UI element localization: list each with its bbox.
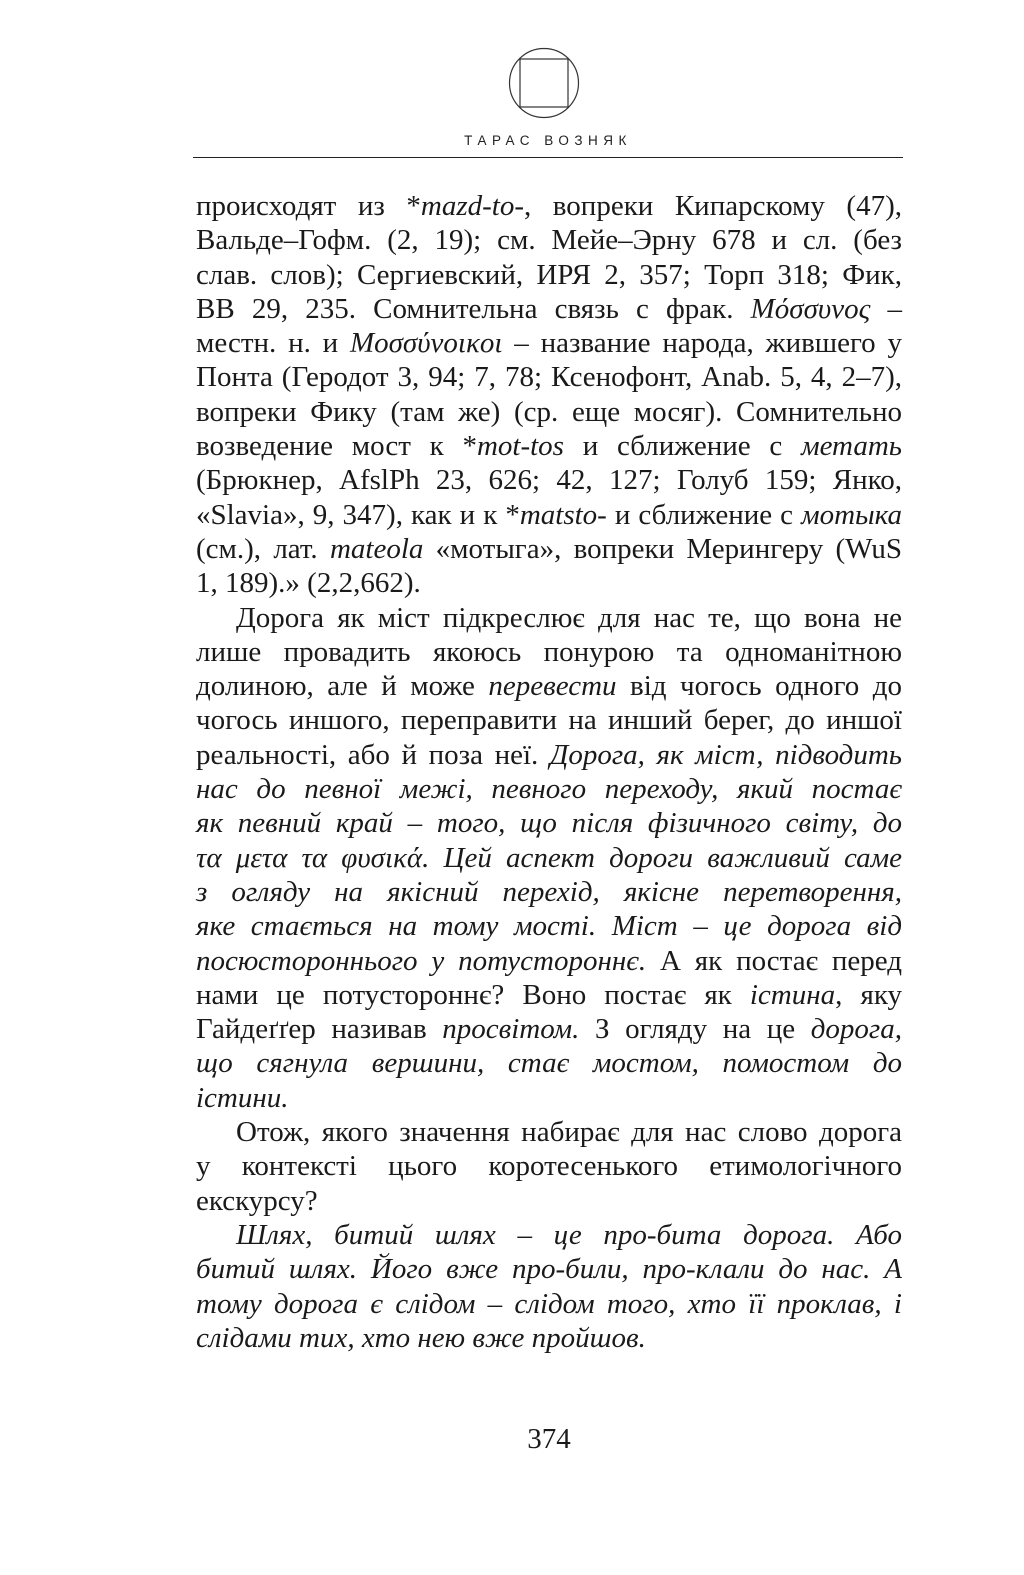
text-line	[196, 360, 902, 394]
italic-text-run: істини.	[196, 1081, 289, 1114]
italic-text-run: matsto-	[519, 498, 607, 531]
text-run: від чогось одного до	[616, 670, 902, 703]
italic-text-run: нас до певної межі, певного переходу, який постає	[196, 773, 902, 806]
text-run: Отож, якого значення набирає для нас слово дорога	[236, 1116, 902, 1149]
italic-text-run: mot-tos	[476, 430, 564, 463]
italic-text-run: mazd-to-	[420, 190, 525, 222]
text-run: слав. слов); Сергиевский, ИРЯ 2, 357; Торп 318; Фик,	[196, 258, 902, 291]
text-run: «мотыга», вопреки Мерингеру (WuS	[423, 532, 902, 565]
italic-text-run: посюстороннього у потустороннє.	[196, 944, 647, 977]
text-run: (Брюкнер, AfslPh 23, 626; 42, 127; Голуб 159; Янко,	[196, 464, 902, 497]
header-rule	[193, 157, 903, 158]
text-line	[196, 1184, 902, 1218]
italic-text-run: Шлях, битий шлях – це про-бита дорога. Або	[236, 1218, 902, 1251]
text-line	[196, 223, 902, 257]
text-run: BB 29, 235. Сомнительна связь с фрак.	[196, 292, 751, 325]
text-line	[196, 738, 902, 772]
text-run: екскурсу?	[196, 1184, 318, 1217]
text-line	[196, 429, 902, 463]
italic-text-run: τα μετα τα φυσικά. Цей аспект дороги важливий саме	[196, 841, 902, 874]
italic-text-run: метать	[801, 430, 902, 463]
text-line	[196, 498, 902, 532]
text-line	[196, 978, 902, 1012]
text-run: Дорога як міст підкреслює для нас те, що вона не	[236, 601, 902, 634]
text-line	[196, 635, 902, 669]
text-line	[196, 875, 902, 909]
italic-text-run: тому дорога є слідом – слідом того, хто її проклав, і	[196, 1287, 902, 1320]
text-line	[196, 1287, 902, 1321]
italic-text-run: mateola	[329, 532, 424, 565]
text-run: у контексті цього коротесенького етимологічного	[196, 1150, 902, 1183]
text-run: , вопреки Кипарскому (47),	[524, 190, 902, 222]
italic-text-run: Μόσσυνος	[750, 292, 871, 325]
italic-text-run: Дорога, як міст, підводить	[549, 738, 902, 771]
text-line	[196, 463, 902, 497]
text-run: и сближение с	[606, 498, 802, 531]
text-line	[196, 944, 902, 978]
italic-text-run: Μοσσύνοικοι	[349, 327, 503, 360]
text-run: –	[870, 292, 903, 325]
text-run: чогось иншого, переправити на инший берег, до иншої	[196, 704, 902, 737]
text-line	[196, 841, 902, 875]
circle-square-emblem-icon	[508, 47, 580, 119]
text-line	[196, 1081, 902, 1115]
italic-text-run: з огляду на якісний перехід, якісне перетворення,	[196, 875, 902, 908]
text-run: местн. н. и	[196, 327, 350, 360]
text-line	[196, 806, 902, 840]
text-run: – название народа, жившего у	[502, 327, 902, 360]
text-run: 1, 189).» (2,2,662).	[196, 567, 421, 600]
italic-text-run: дорога,	[810, 1013, 902, 1046]
text-line	[196, 1252, 902, 1286]
text-run: вопреки Фику (там же) (ср. еще мосяг). Сомнительно	[196, 395, 902, 428]
italic-text-run: як певний край – того, що після фізичного світу, до	[196, 807, 902, 840]
italic-text-run: просвітом.	[442, 1013, 580, 1046]
text-run: Понта (Геродот 3, 94; 7, 78; Ксенофонт, Anab. 5, 4, 2–7),	[196, 361, 902, 394]
text-line	[196, 1321, 902, 1355]
italic-text-run: мотыка	[801, 498, 903, 531]
page-body-text	[196, 189, 902, 1355]
text-run: З огляду на це	[579, 1013, 811, 1046]
running-head-author: ТАРАС ВОЗНЯК	[464, 133, 632, 148]
text-line	[196, 669, 902, 703]
text-line	[196, 292, 902, 326]
text-line	[196, 258, 902, 292]
text-line	[196, 1046, 902, 1080]
text-line	[196, 909, 902, 943]
text-line	[196, 566, 902, 600]
text-line	[196, 601, 902, 635]
text-run: нами це потустороннє? Воно постає як	[196, 978, 750, 1011]
text-line	[196, 772, 902, 806]
text-run: Гайдеґґер називав	[196, 1013, 443, 1046]
text-run: и сближение с	[563, 430, 802, 463]
text-run: происходят из *	[196, 190, 421, 222]
text-line	[196, 1218, 902, 1252]
text-line	[196, 1149, 902, 1183]
text-line	[196, 326, 902, 360]
text-line	[196, 1012, 902, 1046]
text-run: долиною, але й може	[196, 670, 489, 703]
text-run: реальності, або й поза неї.	[196, 738, 550, 771]
text-line	[196, 703, 902, 737]
italic-text-run: битий шлях. Його вже про-били, про-клали до нас. А	[196, 1253, 902, 1286]
text-run: лише провадить якоюсь понурою та одноманітною	[196, 635, 902, 668]
italic-text-run: слідами тих, хто нею вже пройшов.	[196, 1321, 646, 1354]
italic-text-run: істина	[749, 978, 836, 1011]
italic-text-run: перевести	[488, 670, 617, 703]
text-run: , яку	[835, 978, 902, 1011]
text-line	[196, 532, 902, 566]
page-number: 374	[527, 1423, 571, 1455]
text-run: возведение мост к *	[196, 430, 477, 463]
text-run: (см.), лат.	[196, 532, 330, 565]
italic-text-run: яке стається на тому мості. Міст – це дорога від	[196, 910, 902, 943]
text-run: «Slavia», 9, 347), как и к *	[196, 498, 520, 531]
text-line	[196, 1115, 902, 1149]
text-line	[196, 395, 902, 429]
text-line	[196, 189, 902, 223]
text-run: А як постає перед	[646, 944, 903, 977]
text-run: Вальде–Гофм. (2, 19); см. Мейе–Эрну 678 и сл. (без	[196, 224, 902, 257]
italic-text-run: що сягнула вершини, стає мостом, помостом до	[196, 1047, 902, 1080]
